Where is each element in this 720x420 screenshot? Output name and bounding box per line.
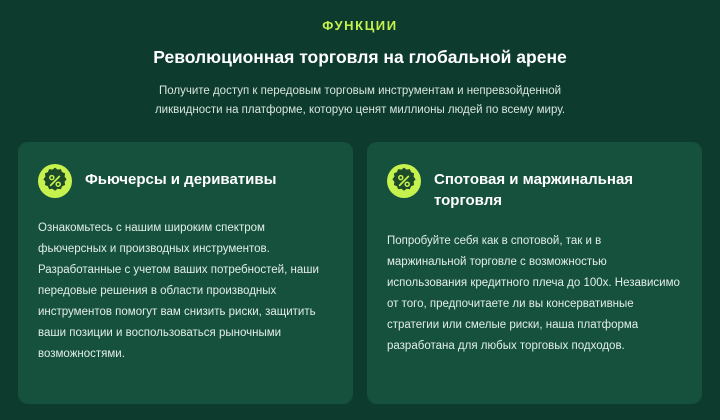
card-header [38,164,333,198]
card-body-text: Ознакомьтесь с нашим широким спектром фьючерсных и производных инструментов. Разработанные с учетом ваших потребностей, наши передовые решения в области производных инструментов помогут вам снизить риски, защитить ваши позиции и воспользоваться рыночными возможностями. [38,222,319,360]
feature-card-futures[interactable] [18,142,353,404]
page-title: Революционная торговля на глобальной арене [153,47,567,67]
verified-badge-percent-icon [387,164,421,198]
feature-card-list [10,142,710,404]
card-header [387,164,682,211]
card-title: Фьючерсы и деривативы [85,171,277,188]
section-eyebrow: ФУНКЦИИ [322,18,398,33]
verified-badge-percent-icon [38,164,72,198]
card-title: Спотовая и маржинальная торговля [434,171,634,209]
card-body-text: Попробуйте себя как в спотовой, так и в маржинальной торговле с возможностью использования кредитного плеча до 100x. Независимо от того, предпочитаете ли вы консервативные стратегии или смелые риски, наша платформа разработана для любых торговых подходов. [387,235,680,352]
feature-card-spot-margin[interactable] [367,142,702,404]
section-subhead: Получите доступ к передовым торговым инструментам и непревзойденной ликвидности на платформе, которую ценят миллионы людей по всему миру. [154,85,566,116]
